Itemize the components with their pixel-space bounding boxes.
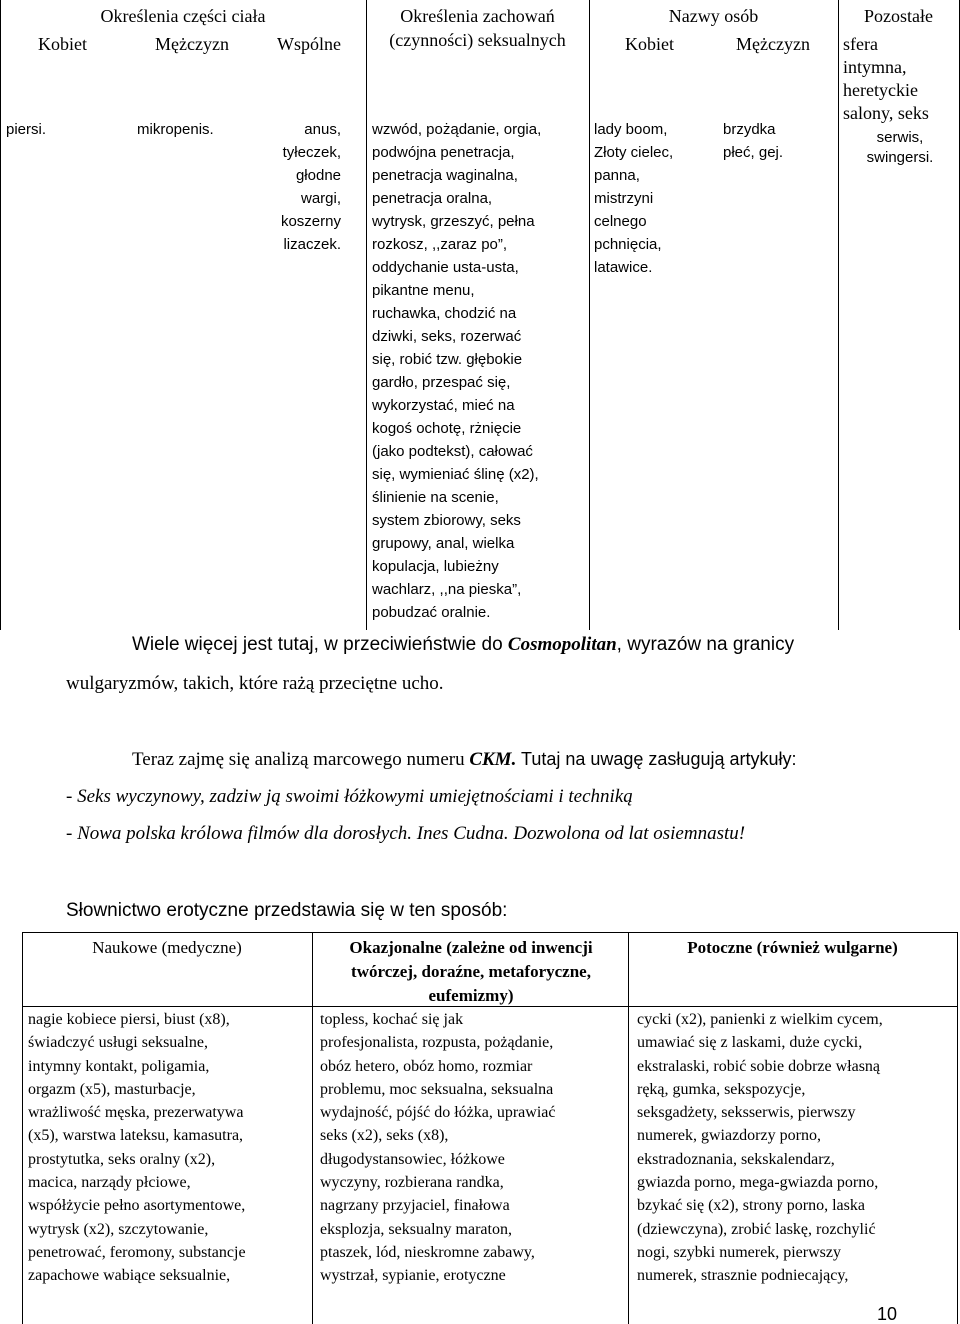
- paragraph-text: Tutaj na uwagę zasługują artykuły:: [516, 749, 797, 769]
- article-title: Seks wyczynowy, zadziw ją swoimi łóżkowymi umiejętnościami i techniką: [77, 786, 633, 807]
- cell-names-man: brzydka płeć, gej.: [723, 121, 784, 161]
- header-behaviors: Określenia zachowań: [400, 6, 555, 26]
- list-dash: -: [66, 823, 78, 844]
- paragraph-ckm-intro: [132, 747, 797, 772]
- table2-header-colloquial: Potoczne (również wulgarne): [687, 938, 898, 957]
- paragraph-comparison-line1: [132, 633, 794, 657]
- table1-border-left: [0, 0, 1, 630]
- cell-body-common: anus, tyłeczek, głodne wargi, koszerny lizaczek.: [280, 121, 341, 253]
- table2-border-top: [22, 932, 958, 933]
- cell-body-man: mikropenis.: [137, 121, 214, 138]
- cell-body-woman: piersi.: [6, 121, 47, 138]
- paragraph-vocabulary-intro: Słownictwo erotyczne przedstawia się w ten sposób:: [66, 900, 508, 921]
- paragraph-text: , wyrazów na granicy: [616, 634, 795, 655]
- header-other: Pozostałe: [864, 6, 933, 26]
- table2-divider: [312, 932, 313, 1324]
- paragraph-text: Teraz zajmę się analizą marcowego numeru: [132, 749, 470, 770]
- header-body-parts: Określenia części ciała: [100, 6, 266, 26]
- table2-header-occasional: Okazjonalne (zależne od inwencji twórczej, doraźne, metaforyczne, eufemizmy): [349, 938, 593, 1005]
- table2-header-scientific: Naukowe (medyczne): [92, 938, 242, 957]
- article-item: [66, 822, 745, 846]
- subheader-man: Mężczyzn: [155, 34, 229, 54]
- cell-other-bottom: serwis, swingersi.: [866, 129, 934, 166]
- table2-cell-occasional: topless, kochać się jak profesjonalista, rozpusta, pożądanie, obóz hetero, obóz homo, rozmiar problemu, moc seksualna, seksualna wydajność, pójść do łóżka, uprawiać seks (x2), seks (x8), długodystansowiec, łóżkowe wyczyny, rozbierana randka, nagrzany przyjaciel, finałowa eksplozja, seksualny maraton, ptaszek, lód, nieskromne zabawy, wystrzał, sypianie, erotyczne: [320, 1011, 556, 1285]
- header-behaviors-sub: (czynności) seksualnych: [389, 30, 566, 50]
- subheader-names-woman: Kobiet: [625, 34, 674, 54]
- magazine-title-ckm: CKM.: [469, 749, 517, 770]
- magazine-title-cosmopolitan: Cosmopolitan: [507, 634, 617, 655]
- subheader-woman: Kobiet: [38, 34, 87, 54]
- table2-divider: [628, 932, 629, 1324]
- subheader-names-man: Mężczyzn: [736, 34, 810, 54]
- cell-other-top: sfera intymna, heretyckie salony, seks: [843, 34, 929, 123]
- table1-divider: [589, 0, 590, 630]
- table1-divider: [838, 0, 839, 630]
- page-number: 10: [877, 1304, 898, 1324]
- article-title: Nowa polska królowa filmów dla dorosłych. Ines Cudna. Dozwolona od lat osiemnastu!: [77, 823, 746, 844]
- cell-names-woman: lady boom, Złoty cielec, panna, mistrzyni celnego pchnięcia, latawice.: [594, 121, 674, 276]
- list-dash: -: [66, 786, 78, 807]
- subheader-common: Wspólne: [277, 34, 341, 54]
- paragraph-comparison-line2: wulgaryzmów, takich, które rażą przeciętne ucho.: [66, 673, 444, 694]
- cell-behaviors: wzwód, pożądanie, orgia, podwójna penetracja, penetracja waginalna, penetracja oralna, wytrysk, grzeszyć, pełna rozkosz, ,,zaraz po”, oddychanie usta-usta, pikantne menu, ruchawka, chodzić na dziwki, seks, rozerwać się, robić tzw. głębokie gardło, przespać się, wykorzystać, mieć na kogoś ochotę, rżnięcie (jako podtekst), całować się, wymieniać ślinę (x2), ślinienie na scenie, system zbiorowy, seks grupowy, anal, wielka kopulacja, lubieżny wachlarz, ,,na pieska”, pobudzać oralnie.: [372, 121, 542, 621]
- table1-divider: [366, 0, 367, 630]
- table2-border-right: [957, 932, 958, 1324]
- header-names: Nazwy osób: [668, 6, 759, 26]
- article-item: [66, 785, 633, 809]
- table2-cell-colloquial: cycki (x2), panienki z wielkim cycem, umawiać się z laskami, duże cycki, ekstralaski, robić sobie dobrze własną ręką, gumka, sekspozycje, seksgadżety, seksserwis, pierwszy numerek, gwiazdorzy porno, ekstradoznania, sekskalendarz, gwiazda porno, mega-gwiazda porno, bzykać się (x2), strony porno, laska (dziewczyna), zrobić laskę, rozchylić nogi, szybki numerek, pierwszy numerek, strasznie podniecający,: [637, 1011, 883, 1285]
- table2-cell-scientific: nagie kobiece piersi, biust (x8), świadczyć usługi seksualne, intymny kontakt, poligamia, orgazm (x5), masturbacje, wrażliwość męska, prezerwatywa (x5), warstwa lateksu, kamasutra, prostytutka, seks oralny (x2), macica, narządy płciowe, współżycie pełno asortymentowe, wytrysk (x2), szczytowanie, penetrować, feromony, substancje zapachowe wabiące seksualnie,: [28, 1011, 246, 1285]
- paragraph-text: Wiele więcej jest tutaj, w przeciwieństwie do: [132, 634, 508, 655]
- table2-border-left: [22, 932, 23, 1324]
